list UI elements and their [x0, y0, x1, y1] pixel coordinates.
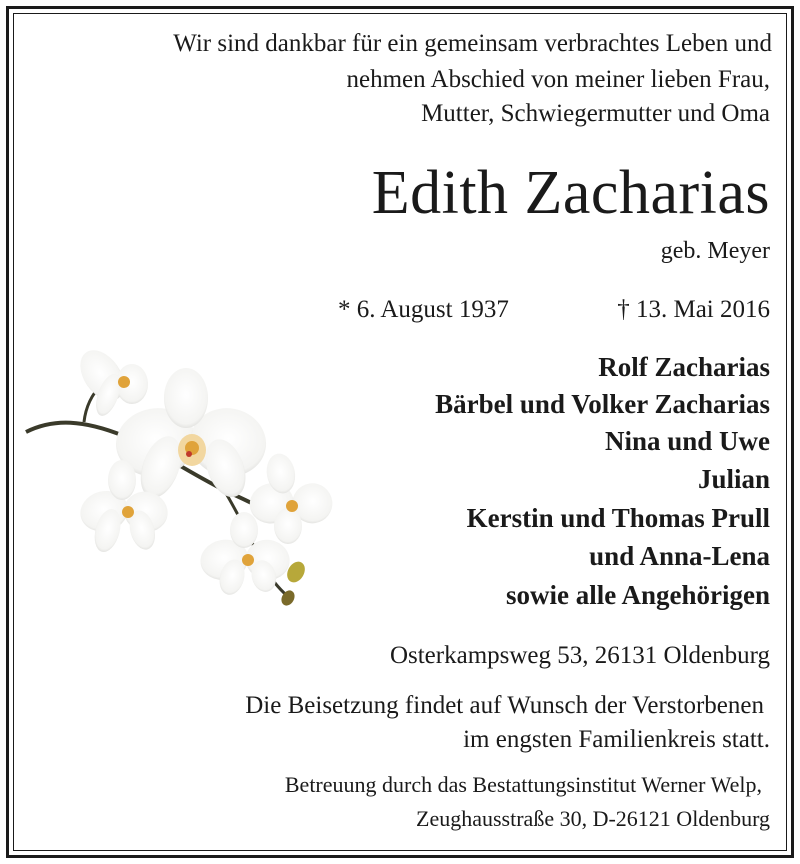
intro-line-3: Mutter, Schwiegermutter und Oma [421, 100, 770, 127]
mourner-line: und Anna-Lena [589, 541, 770, 571]
mourner-line: Nina und Uwe [604, 426, 770, 456]
undertaker-line-2: Zeughausstraße 30, D-26121 Oldenburg [416, 806, 770, 831]
maiden-name: geb. Meyer [660, 238, 770, 264]
mourner-line: Bärbel und Volker Zacharias [435, 389, 770, 419]
mourner-line: Kerstin und Thomas Prull [466, 503, 770, 533]
intro-line-2: nehmen Abschied von meiner lieben Frau, [346, 66, 770, 93]
deceased-name: Edith Zacharias [371, 159, 770, 227]
family-address: Osterkampsweg 53, 26131 Oldenburg [389, 642, 770, 669]
birth-date: * 6. August 1937 [338, 296, 509, 323]
undertaker-line-1: Betreuung durch das Bestattungsinstitut Werner Welp, [284, 772, 762, 797]
burial-line-1: Die Beisetzung findet auf Wunsch der Verstorbenen [245, 692, 764, 719]
intro-line-1: Wir sind dankbar für ein gemeinsam verbrachtes Leben und [173, 30, 772, 57]
mourner-line: Julian [697, 464, 770, 494]
mourner-line: sowie alle Angehörigen [506, 580, 770, 610]
orchid-icon [24, 340, 334, 610]
death-date: † 13. Mai 2016 [617, 296, 770, 323]
mourner-line: Rolf Zacharias [598, 352, 770, 382]
burial-line-2: im engsten Familienkreis statt. [463, 726, 770, 753]
